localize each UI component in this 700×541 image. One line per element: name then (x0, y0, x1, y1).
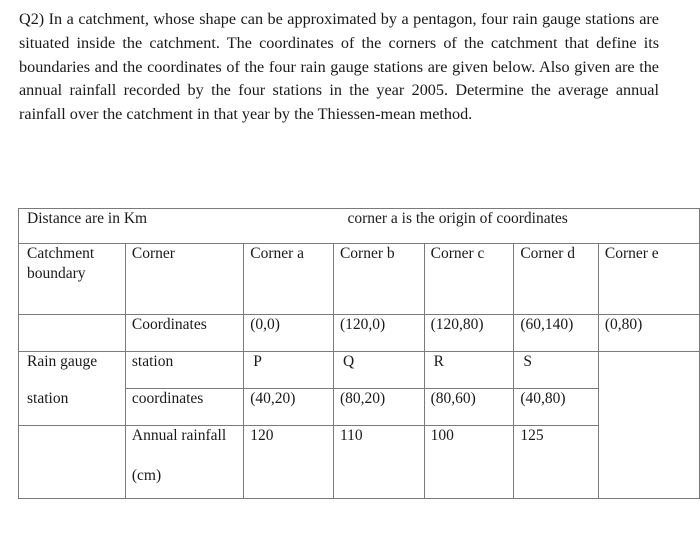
empty-cell (598, 389, 699, 426)
annual-rainfall-label: Annual rainfall (131, 427, 227, 444)
station-s-name: S (514, 352, 599, 389)
station-r-coord: (80,60) (424, 389, 514, 426)
boundary-label: boundary (27, 265, 86, 282)
corner-d-header: Corner d (514, 244, 599, 315)
data-table (18, 208, 700, 499)
catchment-label: Catchment (27, 245, 95, 262)
coordinates-label-cell: Coordinates (125, 315, 243, 352)
origin-note-cell (333, 209, 699, 244)
station-r-name: R (424, 352, 514, 389)
station-label2-cell: station (19, 389, 126, 426)
corner-label: Corner (131, 245, 175, 262)
table-row-corners (19, 244, 700, 315)
origin-note-text: corner a is the origin of coordinates (347, 210, 568, 227)
empty-cell (19, 315, 126, 352)
table-row-station-names (19, 352, 700, 389)
station-p-rainfall: 120 (244, 426, 334, 499)
table-row-rainfall (19, 426, 700, 499)
distance-units-text: Distance are in Km (27, 210, 148, 227)
distance-units-cell (19, 209, 334, 244)
corner-a-header: Corner a (244, 244, 334, 315)
station-q-name: Q (333, 352, 424, 389)
corner-e-header: Corner e (598, 244, 699, 315)
table-row-station-coords (19, 389, 700, 426)
station-p-name: P (244, 352, 334, 389)
station-label-cell: station (125, 352, 243, 389)
station-q-rainfall: 110 (333, 426, 424, 499)
corner-b-header: Corner b (333, 244, 424, 315)
data-table-container (18, 208, 700, 499)
catchment-boundary-cell (19, 244, 126, 315)
corner-d-coord: (60,140) (514, 315, 599, 352)
station-s-rainfall: 125 (514, 426, 599, 499)
table-row-header-info (19, 209, 700, 244)
corner-c-header: Corner c (424, 244, 514, 315)
station-q-coord: (80,20) (333, 389, 424, 426)
corner-b-coord: (120,0) (333, 315, 424, 352)
station-p-coord: (40,20) (244, 389, 334, 426)
station-coordinates-label-cell: coordinates (125, 389, 243, 426)
empty-cell (19, 426, 126, 499)
empty-cell (598, 352, 699, 389)
corner-e-coord: (0,80) (598, 315, 699, 352)
corner-c-coord: (120,80) (424, 315, 514, 352)
corner-a-coord: (0,0) (244, 315, 334, 352)
station-s-coord: (40,80) (514, 389, 599, 426)
empty-cell (598, 426, 699, 499)
station-r-rainfall: 100 (424, 426, 514, 499)
rainfall-unit-label: (cm) (131, 467, 162, 484)
table-row-corner-coords (19, 315, 700, 352)
annual-rainfall-label-cell (125, 426, 243, 499)
question-text: Q2) In a catchment, whose shape can be approximated by a pentagon, four rain gauge stations are situated inside the catchment. The coordinates of the corners of the catchment that define its boundaries and the coordinates of the four rain gauge stations are given below. Also given are the annual rainfall recorded by the four stations in the year 2005. Determine the average annual rainfall over the catchment in that year by the Thiessen-mean method. (19, 10, 659, 124)
rain-gauge-label-cell: Rain gauge (19, 352, 126, 389)
corner-label-cell (125, 244, 243, 315)
